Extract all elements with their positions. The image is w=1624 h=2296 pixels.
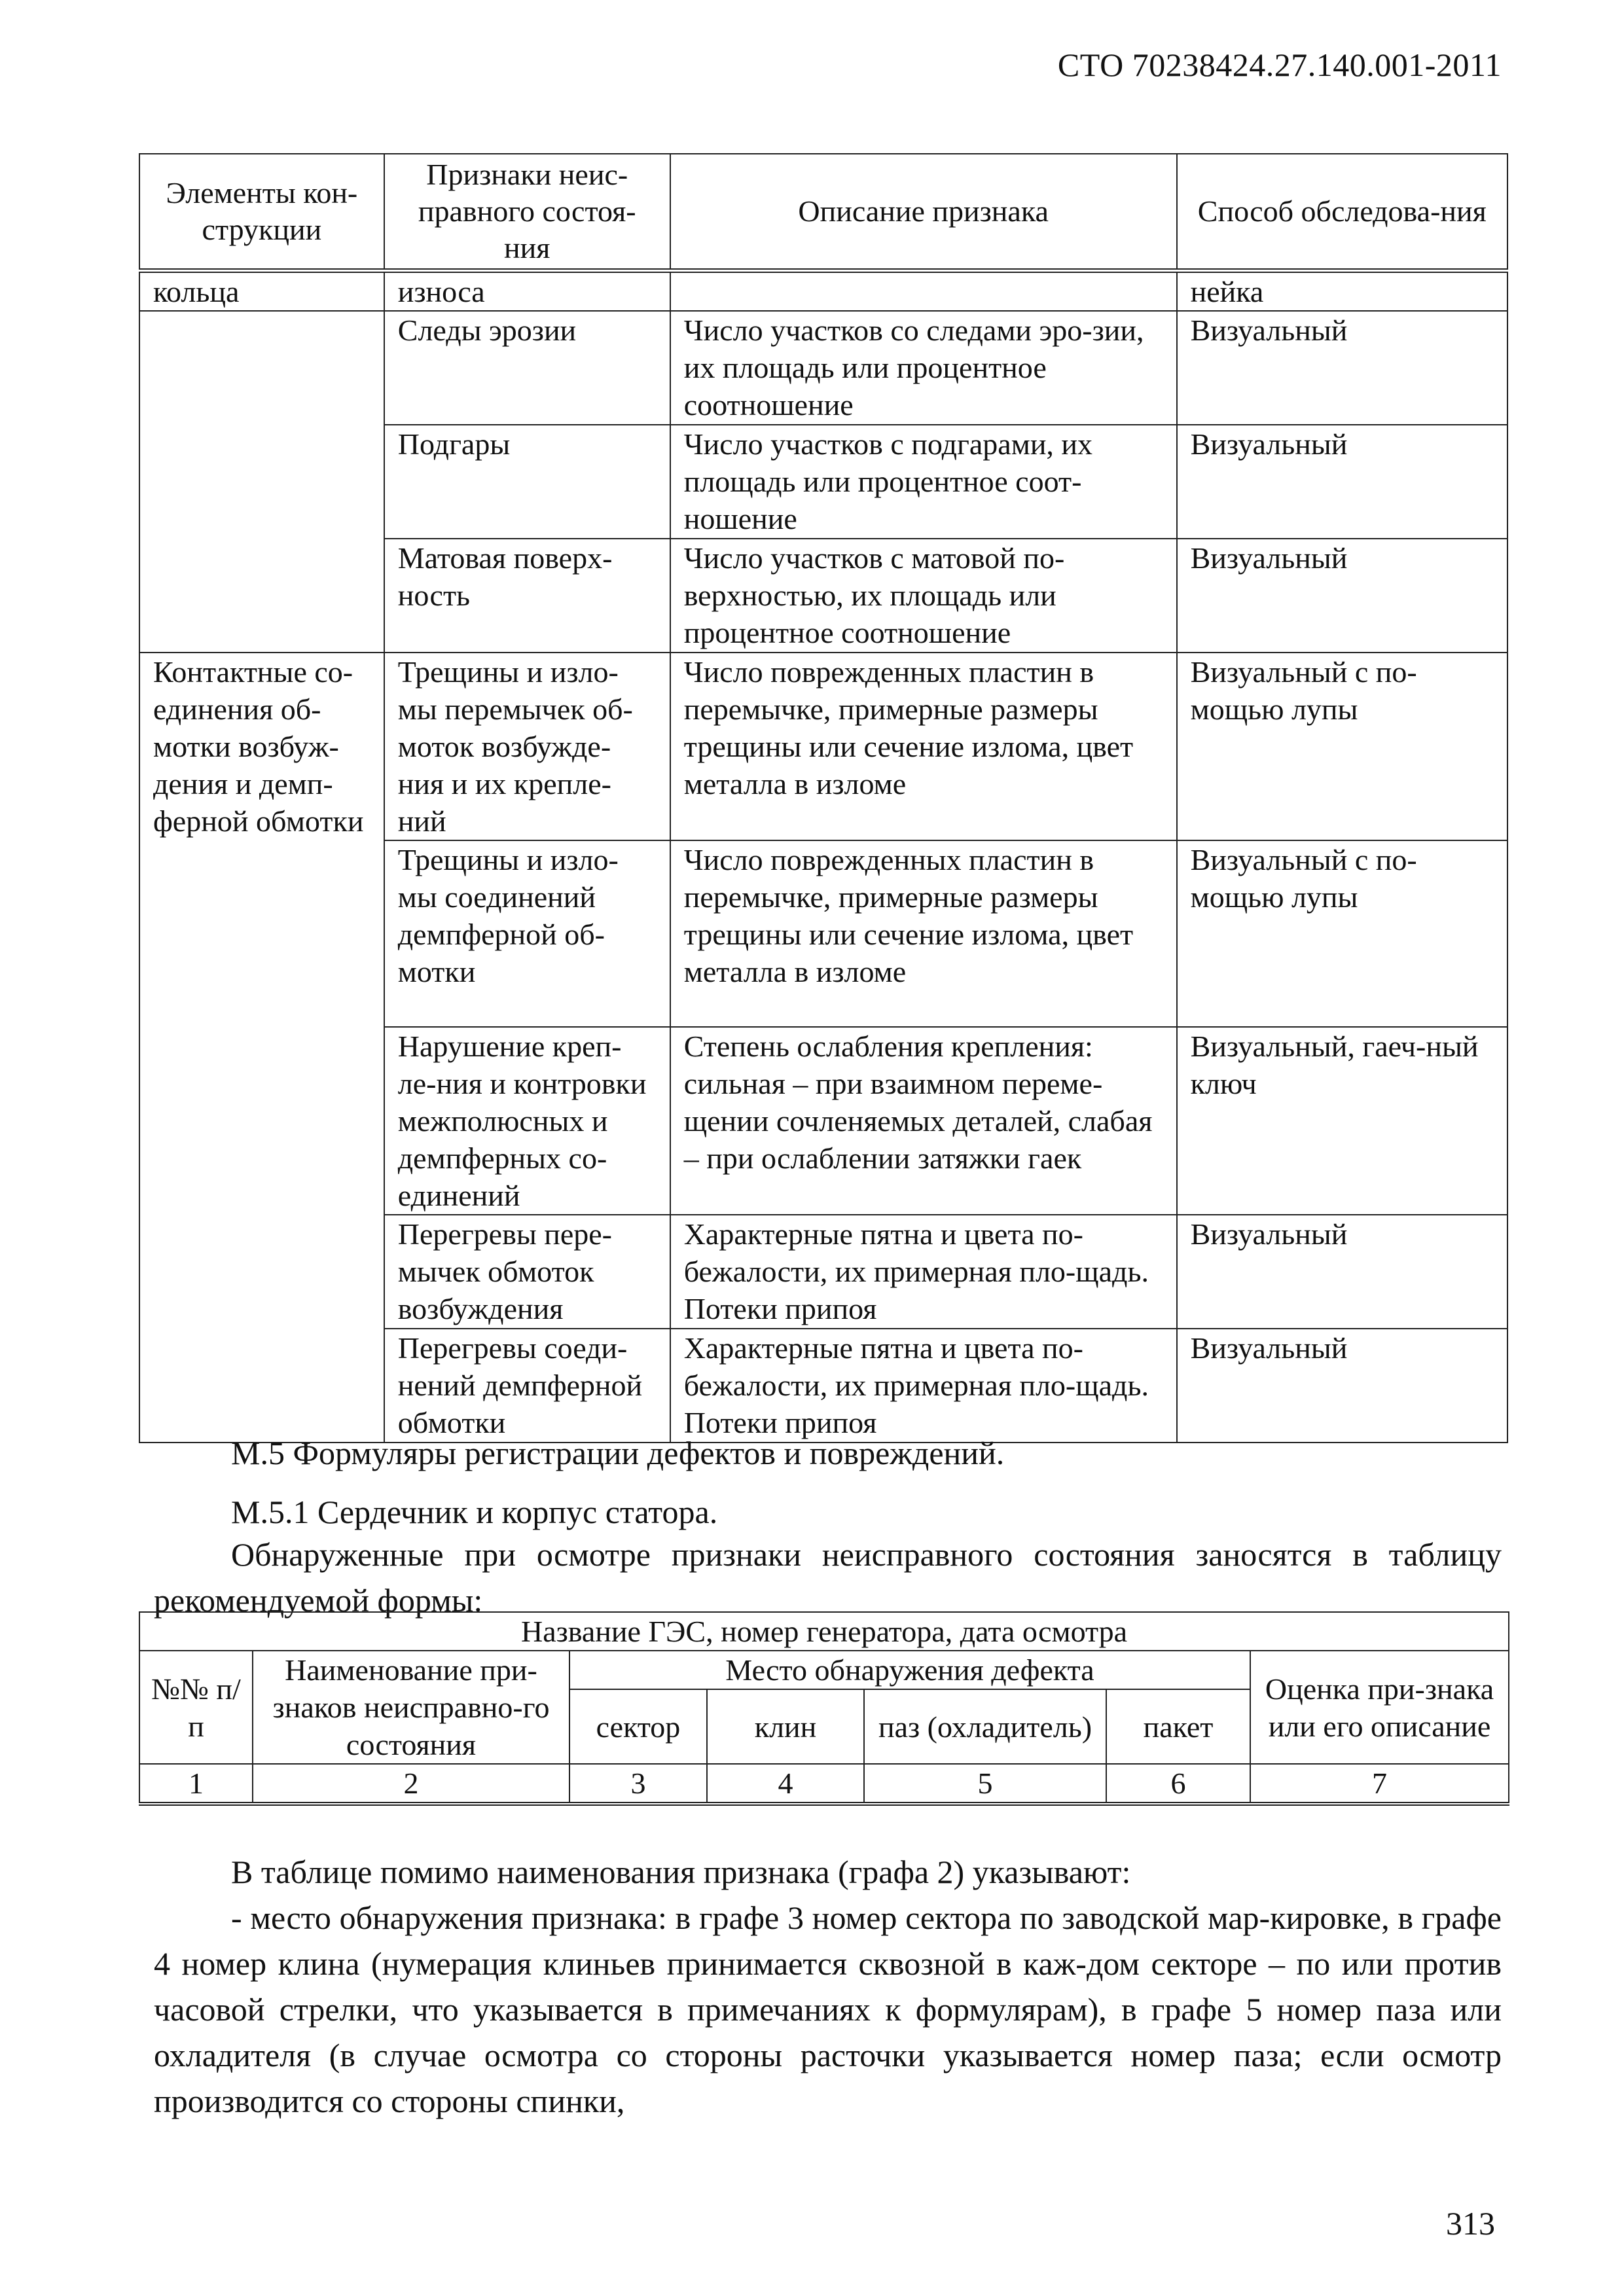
cell-desc: Характерные пятна и цвета по-бежалости, их примерная пло-щадь. Потеки припоя xyxy=(670,1329,1177,1443)
header-method: Способ обследова-ния xyxy=(1177,154,1507,271)
cell-method: Визуальный с по-мощью лупы xyxy=(1177,653,1507,840)
cell-sign: Перегревы пере-мычек обмоток возбуждения xyxy=(384,1215,670,1329)
form-num-1: 1 xyxy=(139,1764,253,1804)
table-row xyxy=(139,653,1507,840)
cell-desc: Число участков с матовой по-верхностью, их площадь или процентное соотношение xyxy=(670,539,1177,653)
cell-desc: Число участков со следами эро-зии, их площадь или процентное соотношение xyxy=(670,311,1177,425)
header-signs: Признаки неис-правного состоя-ния xyxy=(384,154,670,271)
form-sub-slot: паз (охладитель) xyxy=(864,1689,1106,1764)
form-sub-wedge: клин xyxy=(707,1689,864,1764)
section-m51-heading: М.5.1 Сердечник и корпус статора. xyxy=(231,1494,718,1530)
cell-desc: Характерные пятна и цвета по-бежалости, их примерная пло-щадь. Потеки припоя xyxy=(670,1215,1177,1329)
body-paragraph-2: - место обнаружения признака: в графе 3 номер сектора по заводской мар-кировке, в графе 4 номер клина (нумерация клиньев принимается сквозной в каж-дом секторе – по или против часовой стрелки, что указывается в примечаниях к формулярам), в графе 5 номер паза или охладителя (в случае осмотра со стороны расточки указывается номер паза; если осмотр производится со стороны спинки, xyxy=(154,1899,1502,2119)
form-num-5: 5 xyxy=(864,1764,1106,1804)
cell-desc: Число поврежденных пластин в перемычке, примерные размеры трещины или сечение излома, цвет металла в изломе xyxy=(670,840,1177,1027)
form-num-3: 3 xyxy=(569,1764,707,1804)
table-row xyxy=(139,311,1507,425)
form-col-number: №№ п/п xyxy=(139,1651,253,1764)
form-num-4: 4 xyxy=(707,1764,864,1804)
cell-method: Визуальный xyxy=(1177,311,1507,425)
intro-paragraph: Обнаруженные при осмотре признаки неисправного состояния заносятся в таблицу рекомендуемой формы: xyxy=(154,1536,1502,1619)
document-code: СТО 70238424.27.140.001-2011 xyxy=(1057,46,1502,83)
cell-sign: Подгары xyxy=(384,425,670,539)
body-paragraph-1: В таблице помимо наименования признака (графа 2) указывают: xyxy=(231,1854,1131,1890)
cell-element: Контактные со-единения об-мотки возбуж-дения и демп-ферной обмотки xyxy=(139,653,384,1443)
form-col-name: Наименование при-знаков неисправно-го состояния xyxy=(253,1651,569,1764)
cell-method: нейка xyxy=(1177,271,1507,312)
cell-element xyxy=(139,311,384,653)
page-number: 313 xyxy=(1446,2205,1495,2242)
cell-sign: износа xyxy=(384,271,670,312)
form-col-location: Место обнаружения дефекта xyxy=(569,1651,1250,1689)
cell-sign: Матовая поверх-ность xyxy=(384,539,670,653)
table-header-row xyxy=(139,154,1507,271)
cell-method: Визуальный xyxy=(1177,539,1507,653)
cell-desc: Число поврежденных пластин в перемычке, примерные размеры трещины или сечение излома, цвет металла в изломе xyxy=(670,653,1177,840)
form-number-row xyxy=(139,1764,1509,1804)
header-elements: Элементы кон-струкции xyxy=(139,154,384,271)
cell-method: Визуальный xyxy=(1177,1215,1507,1329)
registration-form-table xyxy=(139,1611,1509,1806)
cell-method: Визуальный xyxy=(1177,425,1507,539)
form-title: Название ГЭС, номер генератора, дата осмотра xyxy=(139,1612,1509,1651)
cell-sign: Нарушение креп-ле-ния и контровки межполюсных и демпферных со-единений xyxy=(384,1027,670,1215)
header-description: Описание признака xyxy=(670,154,1177,271)
form-num-6: 6 xyxy=(1106,1764,1250,1804)
cell-sign: Перегревы соеди-нений демпферной обмотки xyxy=(384,1329,670,1443)
cell-method: Визуальный, гаеч-ный ключ xyxy=(1177,1027,1507,1215)
section-m5-heading: М.5 Формуляры регистрации дефектов и повреждений. xyxy=(231,1435,1005,1471)
form-col-assessment: Оценка при-знака или его описание xyxy=(1250,1651,1509,1764)
cell-method: Визуальный xyxy=(1177,1329,1507,1443)
form-num-7: 7 xyxy=(1250,1764,1509,1804)
form-num-2: 2 xyxy=(253,1764,569,1804)
cell-element: кольца xyxy=(139,271,384,312)
cell-sign: Трещины и изло-мы перемычек об-моток возбужде-ния и их крепле-ний xyxy=(384,653,670,840)
cell-desc xyxy=(670,271,1177,312)
table-row xyxy=(139,271,1507,312)
cell-sign: Следы эрозии xyxy=(384,311,670,425)
form-sub-packet: пакет xyxy=(1106,1689,1250,1764)
cell-desc: Число участков с подгарами, их площадь или процентное соот-ношение xyxy=(670,425,1177,539)
form-sub-sector: сектор xyxy=(569,1689,707,1764)
cell-desc: Степень ослабления крепления: сильная – при взаимном переме-щении сочленяемых деталей, слабая – при ослаблении затяжки гаек xyxy=(670,1027,1177,1215)
defects-table xyxy=(139,153,1508,1443)
cell-sign: Трещины и изло-мы соединений демпферной об-мотки xyxy=(384,840,670,1027)
cell-method: Визуальный с по-мощью лупы xyxy=(1177,840,1507,1027)
